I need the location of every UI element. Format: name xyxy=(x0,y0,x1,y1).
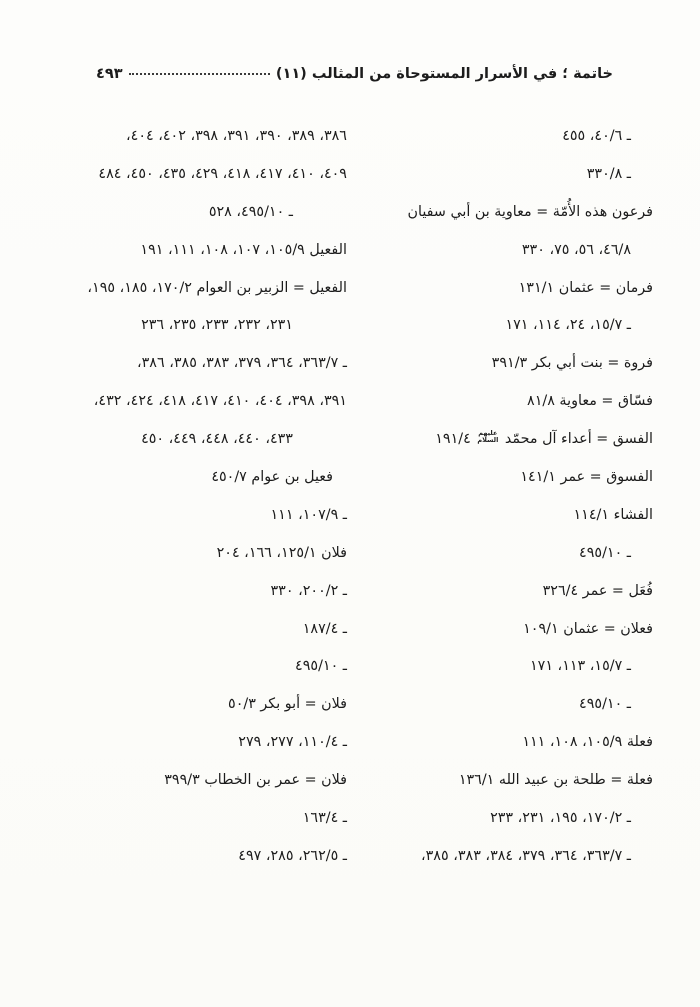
index-entry: فسّاق = معاوية ٨١/٨ xyxy=(527,393,653,410)
index-entry: ـ ١١٠/٤، ٢٧٧، ٢٧٩ xyxy=(238,734,347,751)
index-entry: فعيل بن عوام ٤٥٠/٧ xyxy=(211,469,333,486)
running-header-title: خاتمة ؛ في الأسرار المستوحاة من المثالب (١١) xyxy=(275,66,613,82)
index-entry: ـ ٤٩٥/١٠، ٥٢٨ xyxy=(208,203,293,220)
index-entry: ٢٣١، ٢٣٢، ٢٣٣، ٢٣٥، ٢٣٦ xyxy=(141,317,293,334)
index-entry: فلان ١٢٥/١، ١٦٦، ٢٠٤ xyxy=(216,544,347,561)
index-entry: فعلان = عثمان ١٠٩/١ xyxy=(523,620,653,637)
index-entry: ٤٠٩، ٤١٠، ٤١٧، ٤١٨، ٤٢٩، ٤٣٥، ٤٥٠، ٤٨٤ xyxy=(98,165,347,182)
index-entry: ـ ٣٣٠/٨ xyxy=(586,165,631,182)
index-entry: فرمان = عثمان ١٣١/١ xyxy=(518,279,653,296)
index-entry: فعلة = طلحة بن عبيد الله ١٣٦/١ xyxy=(458,772,653,789)
index-column-right xyxy=(323,118,653,876)
index-entry: ـ ٢٦٢/٥، ٢٨٥، ٤٩٧ xyxy=(238,847,347,864)
index-entry: الفعيل = الزبير بن العوام ١٧٠/٢، ١٨٥، ١٩٥، xyxy=(87,279,347,296)
index-entry: ـ ٤٩٥/١٠ xyxy=(579,696,631,713)
index-entry: فلان = أبو بكر ٥٠/٣ xyxy=(228,696,347,713)
index-entry: الفسق = أعداء آل محمّد عليهم السلام ١٩١/٤ xyxy=(435,428,653,448)
index-entry: ـ ١٨٧/٤ xyxy=(302,620,347,637)
dot-leader xyxy=(129,73,270,75)
index-entry: ـ ٢٠٠/٢، ٣٣٠ xyxy=(270,582,347,599)
index-entry: الفسوق = عمر ١٤١/١ xyxy=(520,469,653,486)
index-column-left xyxy=(17,118,347,876)
index-entry: ٤٦/٨، ٥٦، ٧٥، ٣٣٠ xyxy=(521,241,631,258)
index-entry: الفعيل ١٠٥/٩، ١٠٧، ١٠٨، ١١١، ١٩١ xyxy=(140,241,347,258)
index-entry: ـ ٣٦٣/٧، ٣٦٤، ٣٧٩، ٣٨٣، ٣٨٥، ٣٨٦، xyxy=(137,355,347,372)
index-entry: ـ ١٧٠/٢، ١٩٥، ٢٣١، ٢٣٣ xyxy=(490,810,631,827)
index-entry: ـ ١٦٣/٤ xyxy=(302,810,347,827)
index-entry: فروة = بنت أبي بكر ٣٩١/٣ xyxy=(491,355,653,372)
index-entry: ـ ١٥/٧، ١١٣، ١٧١ xyxy=(529,658,631,675)
index-entry: فُعَل = عمر ٣٢٦/٤ xyxy=(542,582,653,599)
index-entry: فلان = عمر بن الخطاب ٣٩٩/٣ xyxy=(164,772,347,789)
index-entry: ـ ١٥/٧، ٢٤، ١١٤، ١٧١ xyxy=(505,317,631,334)
index-entry: ـ ١٠٧/٩، ١١١ xyxy=(270,506,347,523)
index-entry: الفشاء ١١٤/١ xyxy=(573,506,653,523)
index-entry: ٣٨٦، ٣٨٩، ٣٩٠، ٣٩١، ٣٩٨، ٤٠٢، ٤٠٤، xyxy=(126,128,347,144)
running-header xyxy=(96,66,613,82)
index-entry: فرعون هذه الأُمّة = معاوية بن أبي سفيان xyxy=(407,203,653,220)
index-entry: ٤٣٣، ٤٤٠، ٤٤٨، ٤٤٩، ٤٥٠ xyxy=(141,431,293,448)
page-number: ٤٩٣ xyxy=(96,66,123,82)
index-entry: ـ ٤٠/٦، ٤٥٥ xyxy=(562,128,631,144)
index-entry: ٣٩١، ٣٩٨، ٤٠٤، ٤١٠، ٤١٧، ٤١٨، ٤٢٤، ٤٣٢، xyxy=(93,393,347,410)
honorific-seal: عليهم السلام xyxy=(477,428,499,445)
index-entry: ـ ٤٩٥/١٠ xyxy=(295,658,347,675)
index-entry: فعلة ١٠٥/٩، ١٠٨، ١١١ xyxy=(522,734,653,751)
index-entry: ـ ٣٦٣/٧، ٣٦٤، ٣٧٩، ٣٨٤، ٣٨٣، ٣٨٥، xyxy=(421,847,631,864)
index-entry: ـ ٤٩٥/١٠ xyxy=(579,544,631,561)
